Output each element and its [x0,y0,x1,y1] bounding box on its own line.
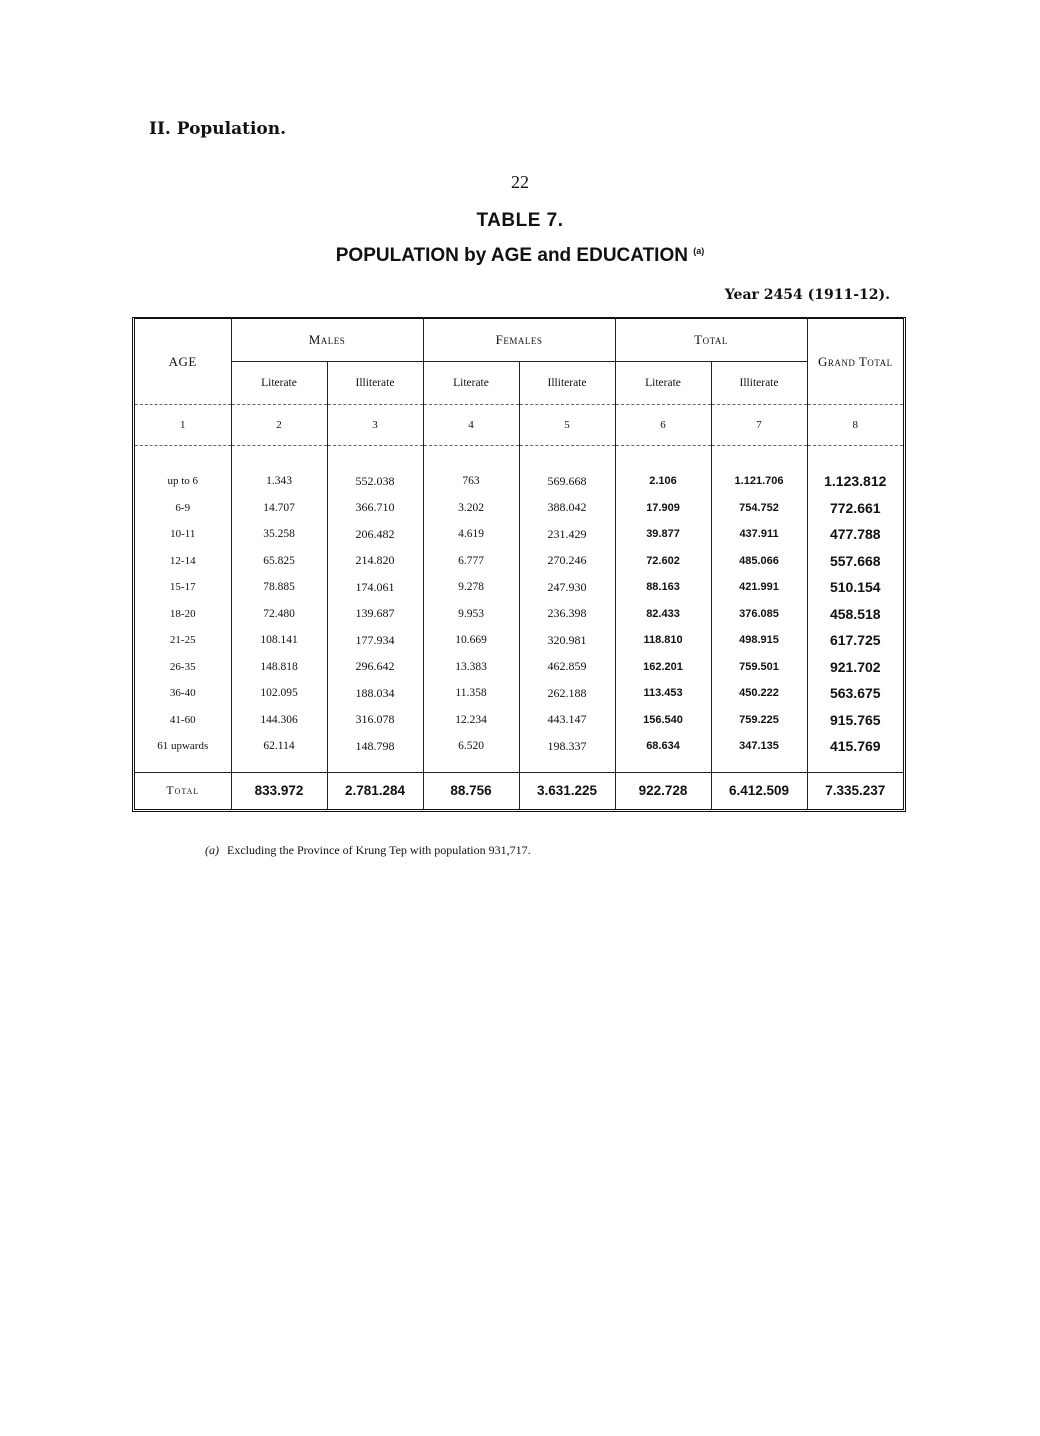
males-literate-cell: 62.114 [231,733,327,760]
total-females-illiterate: 3.631.225 [519,772,615,809]
total-literate-cell: 72.602 [615,548,711,575]
males-literate-cell: 14.707 [231,495,327,522]
age-cell: 26-35 [169,660,196,673]
grand-total-cell: 1.123.812 [807,468,903,495]
spacer-row [135,760,903,773]
total-illiterate-cell: 754.752 [711,495,807,522]
females-illiterate-cell: 247.930 [519,574,615,601]
total-literate: 922.728 [615,772,711,809]
footnote-text: Excluding the Province of Krung Tep with population 931,717. [227,843,531,857]
age-cell: up to 6 [167,475,199,488]
females-literate-cell: 9.953 [423,601,519,628]
total-illiterate: 6.412.509 [711,772,807,809]
males-illiterate-cell: 214.820 [327,548,423,575]
total-illiterate-cell: 485.066 [711,548,807,575]
males-illiterate-cell: 206.482 [327,521,423,548]
males-literate-cell: 1.343 [231,468,327,495]
footnote-marker: (a) [205,843,219,857]
total-males-literate: 833.972 [231,772,327,809]
males-illiterate-cell: 366.710 [327,495,423,522]
males-literate-cell: 102.095 [231,680,327,707]
age-cell: 12-14 [169,554,196,567]
grand-total-cell: 563.675 [807,680,903,707]
column-number: 2 [231,405,327,446]
total-literate-cell: 113.453 [615,680,711,707]
total-grand-total: 7.335.237 [807,772,903,809]
table-row [135,733,903,760]
table-number: TABLE 7. [476,210,564,231]
header-females-illiterate: Illiterate [519,362,615,405]
totals-label: Total [135,772,231,809]
title-note-marker: (a) [693,246,705,256]
females-literate-cell: 11.358 [423,680,519,707]
header-total-literate: Literate [615,362,711,405]
total-literate-cell: 162.201 [615,654,711,681]
table-row [135,601,903,628]
total-illiterate-cell: 450.222 [711,680,807,707]
grand-total-cell: 458.518 [807,601,903,628]
females-illiterate-cell: 462.859 [519,654,615,681]
males-illiterate-cell: 148.798 [327,733,423,760]
column-number: 6 [615,405,711,446]
header-total-illiterate: Illiterate [711,362,807,405]
grand-total-cell: 477.788 [807,521,903,548]
females-literate-cell: 12.234 [423,707,519,734]
header-males-literate: Literate [231,362,327,405]
males-illiterate-cell: 188.034 [327,680,423,707]
females-literate-cell: 4.619 [423,521,519,548]
table-row [135,654,903,681]
females-illiterate-cell: 198.337 [519,733,615,760]
header-females-literate: Literate [423,362,519,405]
total-males-illiterate: 2.781.284 [327,772,423,809]
age-cell: 18-20 [169,607,196,620]
grand-total-cell: 415.769 [807,733,903,760]
females-literate-cell: 763 [423,468,519,495]
males-literate-cell: 108.141 [231,627,327,654]
females-literate-cell: 6.520 [423,733,519,760]
spacer-row [135,446,903,469]
females-literate-cell: 6.777 [423,548,519,575]
total-illiterate-cell: 759.501 [711,654,807,681]
table-row [135,548,903,575]
females-illiterate-cell: 569.668 [519,468,615,495]
grand-total-cell: 510.154 [807,574,903,601]
table-row [135,521,903,548]
grand-total-cell: 915.765 [807,707,903,734]
age-cell: 61 upwards [157,740,209,753]
grand-total-cell: 772.661 [807,495,903,522]
males-literate-cell: 144.306 [231,707,327,734]
age-cell: 10-11 [170,528,196,541]
totals-row [135,772,903,809]
males-illiterate-cell: 552.038 [327,468,423,495]
table-row [135,468,903,495]
females-literate-cell: 9.278 [423,574,519,601]
total-literate-cell: 88.163 [615,574,711,601]
table-row [135,680,903,707]
header-males-illiterate: Illiterate [327,362,423,405]
header-total: Total [615,319,807,362]
footnote [205,843,531,858]
males-illiterate-cell: 139.687 [327,601,423,628]
table-row [135,495,903,522]
grand-total-cell: 921.702 [807,654,903,681]
total-females-literate: 88.756 [423,772,519,809]
grand-total-cell: 617.725 [807,627,903,654]
total-literate-cell: 17.909 [615,495,711,522]
females-illiterate-cell: 443.147 [519,707,615,734]
total-illiterate-cell: 421.991 [711,574,807,601]
males-literate-cell: 78.885 [231,574,327,601]
column-number: 3 [327,405,423,446]
header-grand-total: Grand Total [807,319,903,405]
total-illiterate-cell: 498.915 [711,627,807,654]
females-illiterate-cell: 262.188 [519,680,615,707]
females-literate-cell: 3.202 [423,495,519,522]
table-title [0,245,1040,267]
column-number: 4 [423,405,519,446]
total-illiterate-cell: 347.135 [711,733,807,760]
females-illiterate-cell: 388.042 [519,495,615,522]
total-literate-cell: 118.810 [615,627,711,654]
year-label: Year 2454 (1911-12). [724,287,890,303]
population-table-frame [132,317,906,812]
total-literate-cell: 68.634 [615,733,711,760]
population-table [135,319,903,809]
females-illiterate-cell: 236.398 [519,601,615,628]
table-row [135,627,903,654]
header-males: Males [231,319,423,362]
column-number-row [135,405,903,446]
table-title-text: POPULATION by AGE and EDUCATION [335,245,688,266]
females-illiterate-cell: 231.429 [519,521,615,548]
males-illiterate-cell: 174.061 [327,574,423,601]
males-literate-cell: 148.818 [231,654,327,681]
females-literate-cell: 13.383 [423,654,519,681]
table-row [135,574,903,601]
total-illiterate-cell: 437.911 [711,521,807,548]
total-illiterate-cell: 759.225 [711,707,807,734]
males-literate-cell: 35.258 [231,521,327,548]
total-literate-cell: 82.433 [615,601,711,628]
total-illiterate-cell: 1.121.706 [711,468,807,495]
total-illiterate-cell: 376.085 [711,601,807,628]
age-cell: 41-60 [169,713,196,726]
total-literate-cell: 2.106 [615,468,711,495]
age-cell: 15-17 [169,581,196,594]
column-number: 5 [519,405,615,446]
page-number: 22 [511,172,529,192]
males-illiterate-cell: 177.934 [327,627,423,654]
column-number: 8 [807,405,903,446]
females-illiterate-cell: 320.981 [519,627,615,654]
age-cell: 6-9 [175,501,191,514]
grand-total-cell: 557.668 [807,548,903,575]
males-illiterate-cell: 316.078 [327,707,423,734]
females-literate-cell: 10.669 [423,627,519,654]
column-number: 1 [135,405,231,446]
table-row [135,707,903,734]
males-literate-cell: 65.825 [231,548,327,575]
header-females: Females [423,319,615,362]
column-number: 7 [711,405,807,446]
males-literate-cell: 72.480 [231,601,327,628]
section-heading: II. Population. [149,119,287,139]
males-illiterate-cell: 296.642 [327,654,423,681]
total-literate-cell: 156.540 [615,707,711,734]
age-cell: 36-40 [169,687,196,700]
age-cell: 21-25 [169,634,196,647]
total-literate-cell: 39.877 [615,521,711,548]
header-age: AGE [168,353,197,369]
females-illiterate-cell: 270.246 [519,548,615,575]
